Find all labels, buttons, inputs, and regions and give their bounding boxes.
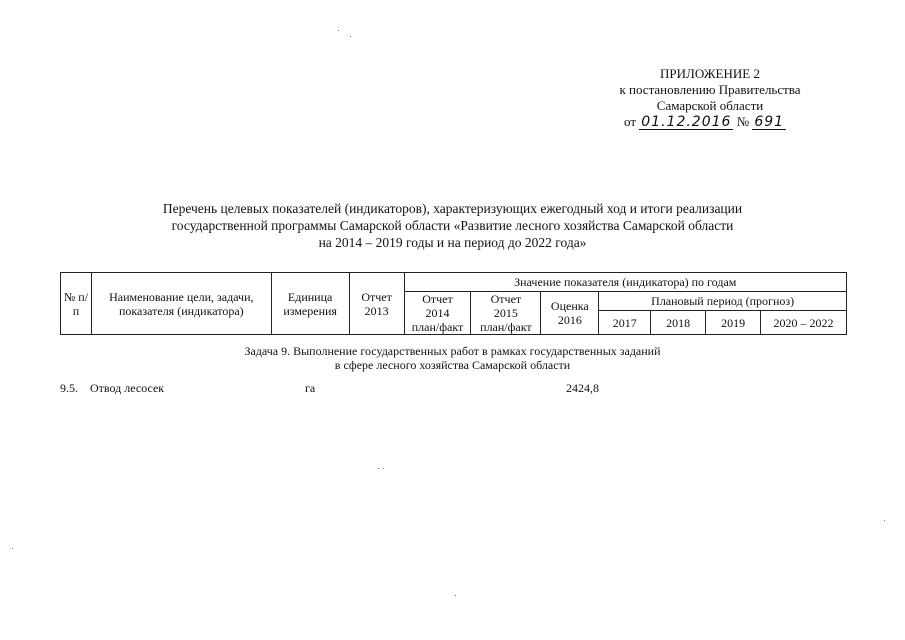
title-line-1: Перечень целевых показателей (индикаторов), характеризующих ежегодный ход и итоги реализации xyxy=(162,201,743,216)
row-number: 9.5. xyxy=(60,381,78,395)
header-report-2014 xyxy=(404,292,471,335)
task-line-1: Задача 9. Выполнение государственных работ в рамках государственных заданий xyxy=(244,344,661,358)
document-title xyxy=(60,200,845,251)
row-name: Отвод лесосек xyxy=(90,381,165,395)
scan-speck xyxy=(350,36,351,37)
scan-speck xyxy=(884,520,885,521)
header-report-2015-label: Отчет xyxy=(490,292,522,306)
header-report-2013: Отчет 2013 xyxy=(349,273,404,335)
appendix-date-line xyxy=(560,114,860,130)
row-value: 2424,8 xyxy=(566,381,599,395)
title-line-2: государственной программы Самарской области «Развитие лесного хозяйства Самарской области xyxy=(171,218,734,233)
header-report-2014-type: план/факт xyxy=(411,320,464,334)
scan-speck xyxy=(12,548,13,549)
task-heading xyxy=(60,344,845,372)
header-values-group: Значение показателя (индикатора) по годам xyxy=(404,273,846,292)
header-year-2020-2022: 2020 – 2022 xyxy=(761,311,847,335)
appendix-title: ПРИЛОЖЕНИЕ 2 xyxy=(660,66,760,81)
number-value: 691 xyxy=(754,114,785,130)
scan-speck xyxy=(338,30,339,31)
header-num: № п/п xyxy=(61,273,92,335)
scan-speck xyxy=(378,468,379,469)
header-estimate-2016: Оценка 2016 xyxy=(541,292,599,335)
title-line-3: на 2014 – 2019 годы и на период до 2022 года» xyxy=(318,235,587,250)
header-unit: Единица измерения xyxy=(271,273,349,335)
header-report-2015-year: 2015 xyxy=(493,306,518,320)
header-year-2017: 2017 xyxy=(599,311,651,335)
header-year-2018: 2018 xyxy=(651,311,706,335)
header-report-2015 xyxy=(471,292,541,335)
header-report-2015-type: план/факт xyxy=(480,320,532,334)
header-report-2014-year: 2014 xyxy=(425,306,450,320)
date-prefix: от xyxy=(624,114,637,129)
task-line-2: в сфере лесного хозяйства Самарской области xyxy=(334,358,571,372)
date-value: 01.12.2016 xyxy=(641,114,732,130)
appendix-region: Самарской области xyxy=(656,98,764,113)
scan-speck xyxy=(383,468,384,469)
header-plan-group: Плановый период (прогноз) xyxy=(599,292,847,311)
header-year-2019: 2019 xyxy=(706,311,761,335)
header-report-2014-label: Отчет xyxy=(422,292,453,306)
row-unit: га xyxy=(305,381,316,395)
appendix-header xyxy=(560,66,860,130)
scan-speck xyxy=(455,595,456,596)
header-name: Наименование цели, задачи, показателя (индикатора) xyxy=(91,273,271,335)
indicators-table xyxy=(60,272,847,335)
appendix-resolution: к постановлению Правительства xyxy=(619,82,801,97)
number-prefix: № xyxy=(736,114,750,129)
